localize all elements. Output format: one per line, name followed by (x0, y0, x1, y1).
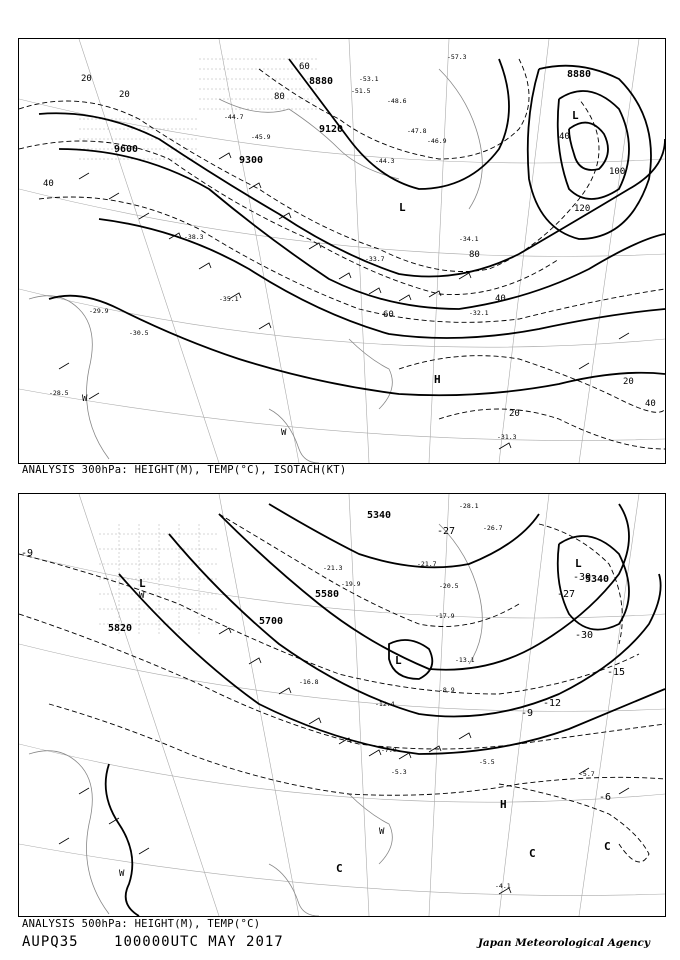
station-label: W (379, 827, 385, 837)
panel-500hpa-map (18, 493, 666, 917)
station-temp: -34.1 (459, 235, 479, 243)
height-label: 5340 (585, 574, 610, 585)
cold-center: C (604, 840, 611, 853)
station-temp: -19.9 (341, 580, 361, 588)
isotherm-label: -9 (21, 548, 34, 559)
isotach-label: 20 (81, 74, 92, 84)
height-label: 5700 (259, 616, 284, 627)
station-temp: -20.5 (439, 582, 459, 590)
caption-500hpa: ANALYSIS 500hPa: HEIGHT(M), TEMP(°C) (22, 918, 261, 930)
station-temp: -53.1 (359, 75, 379, 83)
isotherm-label: -30 (573, 572, 592, 583)
station-temp: -26.7 (483, 524, 503, 532)
station-temp: -57.3 (447, 53, 467, 61)
map-500hpa (19, 494, 665, 916)
station-temp: -7.9 (381, 746, 397, 754)
isotach-label: 60 (299, 62, 310, 72)
station-temp: -45.9 (251, 133, 271, 141)
station-temp: -5.3 (391, 768, 407, 776)
station-temp: -31.3 (497, 433, 517, 441)
height-label: 5580 (315, 589, 340, 600)
valid-datetime: 100000UTC MAY 2017 (114, 934, 284, 950)
isotach-label: 80 (469, 250, 480, 260)
isotach-label: 20 (623, 377, 634, 387)
low-center: L (139, 577, 146, 590)
station-temp: -16.8 (299, 678, 319, 686)
station-label: W (139, 591, 145, 601)
isotachs-300 (19, 59, 665, 449)
wind-barbs-500 (59, 628, 629, 894)
station-temp: -32.1 (469, 309, 489, 317)
high-center: H (434, 373, 441, 386)
station-temp: -30.5 (129, 329, 149, 337)
station-temp: -51.5 (351, 87, 371, 95)
station-temp: -4.1 (495, 882, 511, 890)
low-center: L (575, 557, 582, 570)
station-temp: -28.5 (49, 389, 69, 397)
height-label: 8880 (567, 69, 592, 80)
station-temp: -28.1 (459, 502, 479, 510)
isotach-label: 100 (609, 167, 626, 177)
low-center: L (572, 109, 579, 122)
cold-center: C (336, 862, 343, 875)
high-center: H (500, 798, 507, 811)
caption-300hpa: ANALYSIS 300hPa: HEIGHT(M), TEMP(°C), ISOTACH(KT) (22, 464, 347, 476)
agency-credit: Japan Meteorological Agency (477, 937, 650, 949)
station-temp: -48.6 (387, 97, 407, 105)
station-temp: -8.9 (439, 686, 455, 694)
panel-300hpa-map (18, 38, 666, 464)
isotherm-label: -6 (599, 792, 612, 803)
station-label: W (281, 428, 287, 438)
isotach-label: 40 (645, 399, 656, 409)
station-temp: -35.1 (219, 295, 239, 303)
isotach-label: 20 (119, 90, 130, 100)
isotach-label: 20 (509, 409, 520, 419)
height-label: 9600 (114, 144, 139, 155)
product-code: AUPQ35 (22, 934, 79, 950)
station-temp: -13.1 (455, 656, 475, 664)
station-label: W (82, 394, 88, 404)
low-center: L (399, 201, 406, 214)
station-temp: -21.3 (323, 564, 343, 572)
station-temp: -5.7 (579, 770, 595, 778)
station-temp: -46.9 (427, 137, 447, 145)
isotherm-label: -30 (575, 630, 594, 641)
station-temp: -44.7 (224, 113, 244, 121)
graticule-500 (19, 494, 665, 916)
station-temp: -47.8 (407, 127, 427, 135)
chart-id (22, 934, 310, 950)
station-temp: -38.3 (184, 233, 204, 241)
isotach-label: 80 (274, 92, 285, 102)
isotherm-label: -9 (521, 708, 534, 719)
isotach-label: 40 (495, 294, 506, 304)
station-label: W (119, 869, 125, 879)
station-temp: -21.7 (417, 560, 437, 568)
height-label: 5340 (367, 510, 392, 521)
cold-center: C (529, 847, 536, 860)
station-temp: -29.9 (89, 307, 109, 315)
isotherm-label: -15 (607, 667, 626, 678)
station-temp: -33.7 (365, 255, 385, 263)
station-temp: -12.4 (375, 700, 395, 708)
height-label: 8880 (309, 76, 334, 87)
isotherm-label: -27 (437, 526, 456, 537)
station-temp: -5.5 (479, 758, 495, 766)
low-center: L (395, 654, 402, 667)
height-label: 5820 (108, 623, 133, 634)
isotach-label: 40 (43, 179, 54, 189)
isotach-label: 60 (383, 310, 394, 320)
map-300hpa (19, 39, 665, 463)
station-temp: -17.9 (435, 612, 455, 620)
station-temp: -44.3 (375, 157, 395, 165)
isotherm-label: -27 (557, 589, 576, 600)
isotach-label: 120 (574, 204, 591, 214)
height-label: 9120 (319, 124, 344, 135)
wind-barbs-300 (59, 153, 629, 449)
isotach-label: 40 (559, 132, 570, 142)
isotherm-label: -12 (543, 698, 562, 709)
height-label: 9300 (239, 155, 264, 166)
